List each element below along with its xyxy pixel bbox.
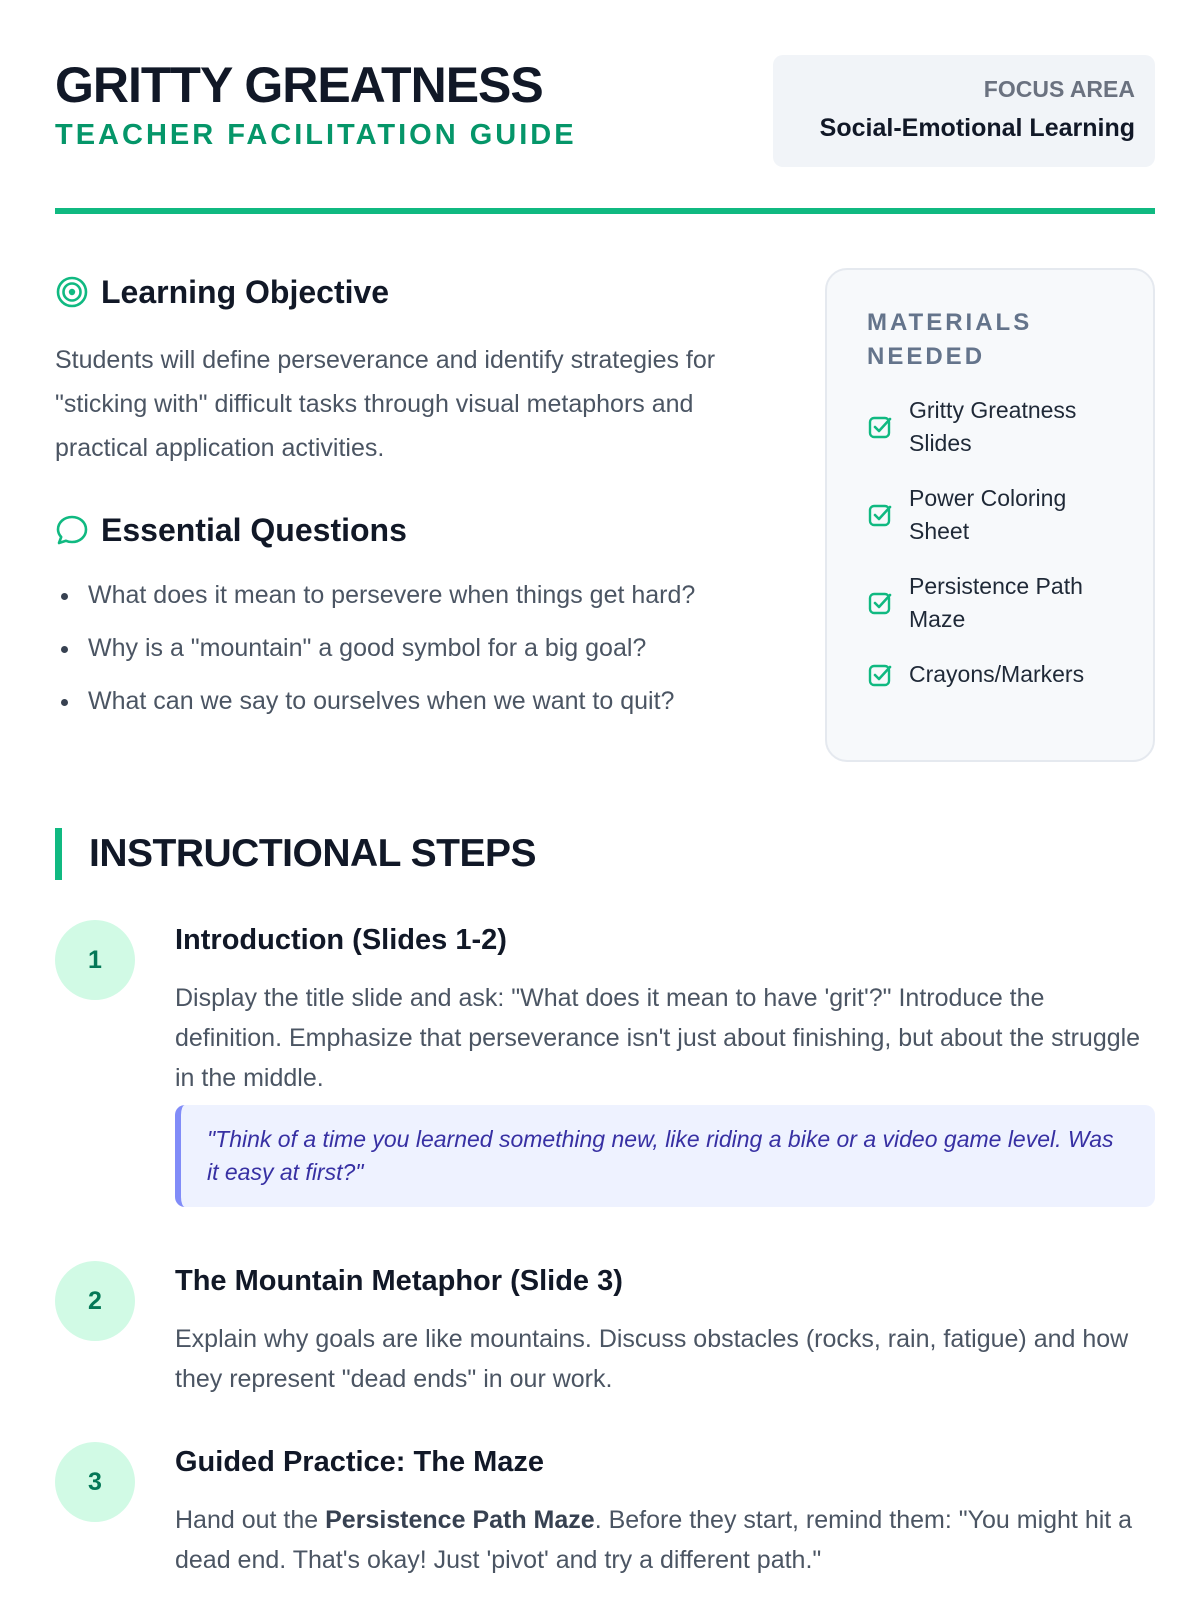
essential-questions-list — [55, 575, 775, 734]
step-description-text: . Before they start, remind them: "You might hit a dead end. That's okay! Just 'pivot' and try a different path." — [175, 1506, 1133, 1574]
step-title: Introduction (Slides 1-2) — [175, 924, 507, 956]
material-label: Persistence Path Maze — [909, 573, 1083, 632]
step-title: The Mountain Metaphor (Slide 3) — [175, 1265, 623, 1297]
material-label: Gritty Greatness Slides — [909, 397, 1077, 456]
chat-bubble-icon — [55, 513, 89, 547]
focus-area-value: Social-Emotional Learning — [819, 114, 1135, 142]
list-item — [867, 482, 1125, 548]
list-item — [867, 658, 1125, 691]
step-description: Display the title slide and ask: "What does it mean to have 'grit'?" Introduce the definition. Emphasize that perseverance isn't just about finishing, but about the struggle in the middle. — [175, 984, 1141, 1092]
document-title: GRITTY GREATNESS — [55, 57, 543, 113]
step-description: Explain why goals are like mountains. Discuss obstacles (rocks, rain, fatigue) and how they represent "dead ends" in our work. — [175, 1325, 1129, 1393]
materials-title: MATERIALS NEEDED — [867, 309, 1033, 370]
list-item — [867, 394, 1125, 460]
check-square-icon — [867, 662, 893, 688]
list-item: What does it mean to persevere when things get hard? — [55, 575, 775, 615]
target-icon — [55, 275, 89, 309]
check-square-icon — [867, 590, 893, 616]
check-square-icon — [867, 414, 893, 440]
materials-list — [867, 394, 1125, 691]
instructional-steps-heading — [55, 828, 536, 880]
check-square-icon — [867, 502, 893, 528]
header-divider — [55, 208, 1155, 214]
essential-questions-heading — [55, 510, 407, 550]
instructional-steps-title: INSTRUCTIONAL STEPS — [89, 832, 536, 875]
essential-questions-title: Essential Questions — [101, 512, 407, 548]
step-description — [175, 1500, 1155, 1580]
document-subtitle: TEACHER FACILITATION GUIDE — [55, 119, 577, 151]
teacher-prompt-quote: "Think of a time you learned something new, like riding a bike or a video game level. Was it easy at first?" — [175, 1105, 1155, 1207]
focus-area-label: FOCUS AREA — [983, 76, 1135, 102]
list-item: What can we say to ourselves when we want to quit? — [55, 681, 775, 721]
header — [55, 55, 1155, 175]
material-label: Power Coloring Sheet — [909, 485, 1067, 544]
list-item: Why is a "mountain" a good symbol for a big goal? — [55, 628, 775, 668]
step-number-badge: 2 — [55, 1261, 135, 1341]
section-accent-bar — [55, 828, 62, 880]
learning-objective-text: Students will define perseverance and identify strategies for "sticking with" difficult tasks through visual metaphors and practical application activities. — [55, 346, 716, 462]
list-item — [867, 570, 1125, 636]
step-description-text: Hand out the — [175, 1506, 326, 1534]
learning-objective-heading — [55, 272, 389, 312]
step-number-badge: 3 — [55, 1442, 135, 1522]
materials-card — [825, 268, 1155, 762]
step-title: Guided Practice: The Maze — [175, 1446, 545, 1478]
focus-area-box — [773, 55, 1155, 167]
step-description-emphasis: Persistence Path Maze — [325, 1506, 595, 1534]
learning-objective-title: Learning Objective — [101, 274, 390, 310]
material-label: Crayons/Markers — [909, 661, 1085, 687]
step-number-badge: 1 — [55, 920, 135, 1000]
